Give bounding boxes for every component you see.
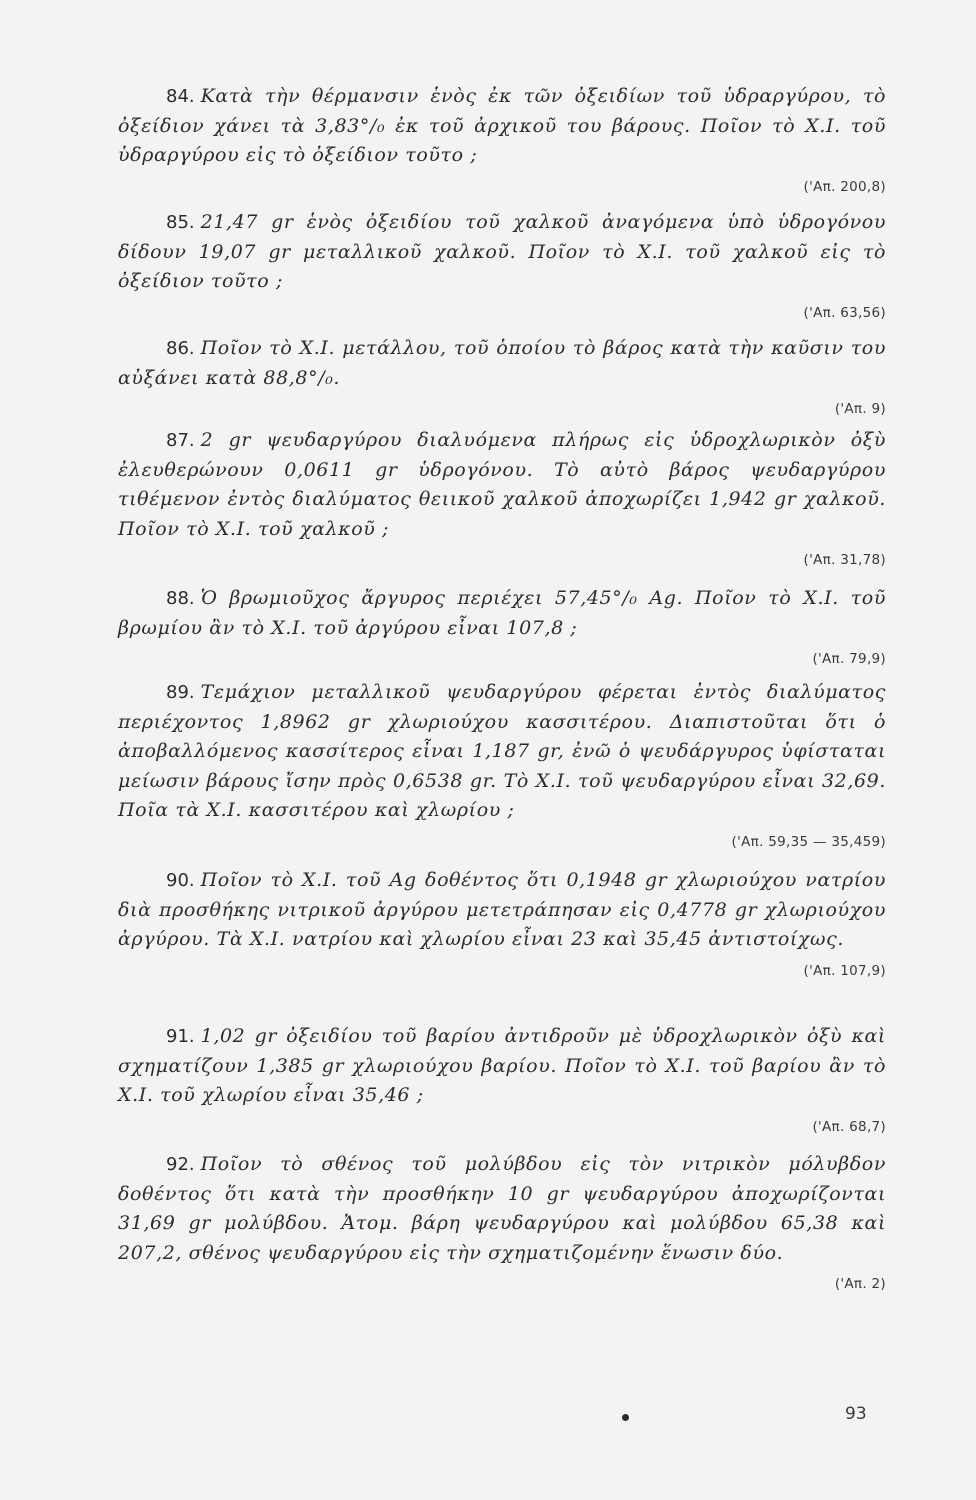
problem-87 [118,426,886,568]
problem-number: 91. [166,1026,195,1047]
problem-text: Ὁ βρωμιοῦχος ἄργυρος περιέχει 57,45°/₀ Ag. Ποῖον τὸ Χ.Ι. τοῦ βρωμίου ἂν τὸ Χ.Ι. τοῦ ἀργύρου εἶναι 107,8 ; [118,587,886,639]
problem-number: 88. [166,588,195,609]
problem-92 [118,1150,886,1292]
problem-86 [118,334,886,417]
problem-text: 2 gr ψευδαργύρου διαλυόμενα πλήρως εἰς ὑδροχλωρικὸν ὀξὺ ἐλευθερώνουν 0,0611 gr ὑδρογόνου. Τὸ αὐτὸ βάρος ψευδαργύρου τιθέμενον ἐντὸς διαλύματος θειικοῦ χαλκοῦ ἀποχωρίζει 1,942 gr χαλκοῦ. Ποῖον τὸ Χ.Ι. τοῦ χαλκοῦ ; [118,429,886,540]
problem-number: 84. [166,86,195,107]
problem-number: 86. [166,338,195,359]
problem-number: 90. [166,870,195,891]
problem-text: Ποῖον τὸ Χ.Ι. τοῦ Ag δοθέντος ὅτι 0,1948 gr χλωριούχου νατρίου διὰ προσθήκης νιτρικοῦ ἀργύρου μετετράπησαν εἰς 0,4778 gr χλωριούχου ἀργύρου. Τὰ Χ.Ι. νατρίου καὶ χλωρίου εἶναι 23 καὶ 35,45 ἀντιστοίχως. [118,869,886,950]
answer: ('Απ. 31,78) [803,552,886,568]
problem-text: 21,47 gr ἑνὸς ὀξειδίου τοῦ χαλκοῦ ἀναγόμενα ὑπὸ ὑδρογόνου δίδουν 19,07 gr μεταλλικοῦ χαλκοῦ. Ποῖον τὸ Χ.Ι. τοῦ χαλκοῦ εἰς τὸ ὀξείδιον τοῦτο ; [118,211,886,292]
bullet-mark [622,1414,629,1421]
problem-text: Τεμάχιον μεταλλικοῦ ψευδαργύρου φέρεται ἐντὸς διαλύματος περιέχοντος 1,8962 gr χλωριούχου κασσιτέρου. Διαπιστοῦται ὅτι ὁ ἀποβαλλόμενος κασσίτερος εἶναι 1,187 gr, ἐνῶ ὁ ψευδάργυρος ὑφίσταται μείωσιν βάρους ἴσην πρὸς 0,6538 gr. Τὸ Χ.Ι. τοῦ ψευδαργύρου εἶναι 32,69. Ποῖα τὰ Χ.Ι. κασσιτέρου καὶ χλωρίου ; [118,681,886,821]
problem-text: 1,02 gr ὀξειδίου τοῦ βαρίου ἀντιδροῦν μὲ ὑδροχλωρικὸν ὀξὺ καὶ σχηματίζουν 1,385 gr χλωριούχου βαρίου. Ποῖον τὸ Χ.Ι. τοῦ βαρίου ἂν τὸ Χ.Ι. τοῦ χλωρίου εἶναι 35,46 ; [118,1025,886,1106]
answer: ('Απ. 107,9) [803,962,886,979]
page-number: 93 [845,1404,867,1424]
answer: ('Απ. 2) [834,1276,886,1292]
answer: ('Απ. 59,35 — 35,459) [731,833,886,850]
problem-84 [118,82,886,195]
answer: ('Απ. 79,9) [812,651,886,667]
problem-90 [118,866,886,979]
problem-91 [118,1022,886,1135]
problem-text: Ποῖον τὸ σθένος τοῦ μολύβδου εἰς τὸν νιτρικὸν μόλυβδον δοθέντος ὅτι κατὰ τὴν προσθήκην 10 gr ψευδαργύρου ἀποχωρίζονται 31,69 gr μολύβδου. Ἀτομ. βάρη ψευδαργύρου καὶ μολύβδου 65,38 καὶ 207,2, σθένος ψευδαργύρου εἰς τὴν σχηματιζομένην ἕνωσιν δύο. [118,1153,886,1264]
problem-number: 92. [166,1154,195,1175]
problem-number: 85. [166,212,195,233]
problem-89 [118,678,886,850]
problem-number: 89. [166,682,195,703]
answer: ('Απ. 63,56) [803,304,886,321]
answer: ('Απ. 9) [834,401,886,417]
problem-text: Ποῖον τὸ Χ.Ι. μετάλλου, τοῦ ὁποίου τὸ βάρος κατὰ τὴν καῦσιν του αὐξάνει κατὰ 88,8°/₀. [118,337,886,389]
problem-text: Κατὰ τὴν θέρμανσιν ἑνὸς ἐκ τῶν ὀξειδίων τοῦ ὑδραργύρου, τὸ ὀξείδιον χάνει τὰ 3,83°/₀ ἐκ τοῦ ἀρχικοῦ του βάρους. Ποῖον τὸ Χ.Ι. τοῦ ὑδραργύρου εἰς τὸ ὀξείδιον τοῦτο ; [118,85,886,166]
problem-88 [118,584,886,667]
answer: ('Απ. 200,8) [803,178,886,195]
answer: ('Απ. 68,7) [812,1118,886,1135]
problem-85 [118,208,886,321]
problem-number: 87. [166,430,195,451]
